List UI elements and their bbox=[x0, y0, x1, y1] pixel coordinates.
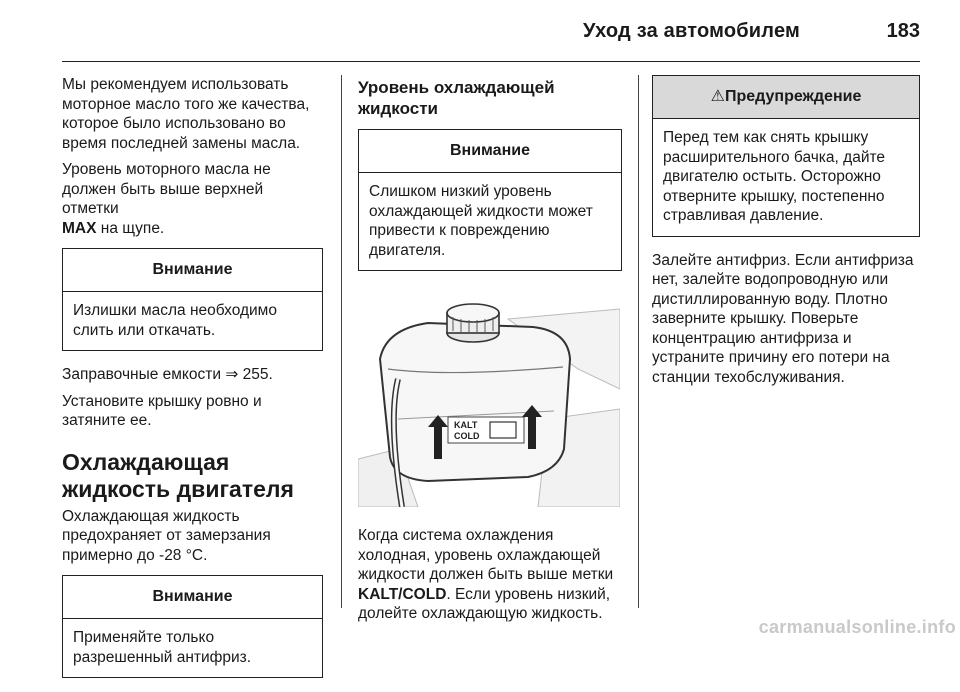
svg-text:KALT: KALT bbox=[454, 420, 478, 430]
paragraph: Залейте антифриз. Если антифриза нет, залейте водопроводную или дистиллированную воду. Плотно заверните крышку. Поверьте концентрацию антифриза и устраните причину его потери на станции техобслуживания. bbox=[652, 251, 914, 386]
notice-box bbox=[62, 575, 323, 678]
header-rule bbox=[62, 61, 920, 62]
section-heading: Охлаждающая жидкость двигателя bbox=[62, 448, 294, 502]
notice-text: Применяйте только разрешенный антифриз. bbox=[73, 629, 252, 666]
warning-text: Перед тем как снять крышку расширительного бачка, дайте двигателю остыть. Осторожно отверните крышку, постепенно стравливая давление. bbox=[663, 129, 886, 224]
warning-title-text: Предупреждение bbox=[725, 88, 862, 105]
watermark: carmanualsonline.info bbox=[758, 617, 956, 637]
paragraph-text: Уровень моторного масла не должен быть выше верхней отметки bbox=[62, 161, 271, 217]
column-divider bbox=[341, 75, 342, 608]
paragraph: Охлаждающая жидкость предохраняет от замерзания примерно до -28 °C. bbox=[62, 507, 271, 564]
notice-title: Внимание bbox=[63, 576, 322, 619]
notice-title: Внимание bbox=[63, 249, 322, 292]
column-2 bbox=[358, 75, 622, 631]
column-divider bbox=[638, 75, 639, 608]
paragraph-text: . Если уровень низкий, долейте охлаждающую жидкость. bbox=[358, 585, 611, 622]
svg-text:COLD: COLD bbox=[454, 431, 480, 441]
column-1 bbox=[62, 75, 323, 692]
paragraph: Установите крышку ровно и затяните ее. bbox=[62, 392, 262, 429]
notice-box bbox=[62, 248, 323, 351]
paragraph-capacity-ref: Заправочные емкости ⇒ 255. bbox=[62, 366, 273, 383]
coolant-reservoir-illustration bbox=[358, 299, 620, 507]
notice-box bbox=[358, 129, 622, 271]
warning-icon: ⚠ bbox=[710, 88, 725, 105]
notice-title: Внимание bbox=[359, 130, 621, 173]
notice-text: Излишки масла необходимо слить или откачать. bbox=[73, 302, 277, 339]
paragraph: Мы рекомендуем использовать моторное масло того же качества, которое было использовано во время последней замены масла. bbox=[62, 76, 310, 152]
paragraph bbox=[62, 160, 323, 238]
paragraph bbox=[358, 526, 622, 624]
notice-text: Слишком низкий уровень охлаждающей жидкости может привести к повреждению двигателя. bbox=[369, 183, 593, 259]
paragraph-text: на щупе. bbox=[96, 219, 165, 237]
page-number: 183 bbox=[886, 20, 920, 42]
page-header-title: Уход за автомобилем bbox=[582, 20, 800, 42]
warning-title bbox=[653, 76, 919, 119]
warning-box bbox=[652, 75, 920, 237]
column-3 bbox=[652, 75, 920, 394]
max-mark-label: MAX bbox=[62, 219, 97, 237]
subsection-heading: Уровень охлаждающей жидкости bbox=[358, 78, 555, 118]
kalt-cold-mark-label: KALT/COLD bbox=[358, 585, 447, 603]
paragraph-text: Когда система охлаждения холодная, уровень охлаждающей жидкости должен быть выше метки bbox=[358, 527, 614, 583]
